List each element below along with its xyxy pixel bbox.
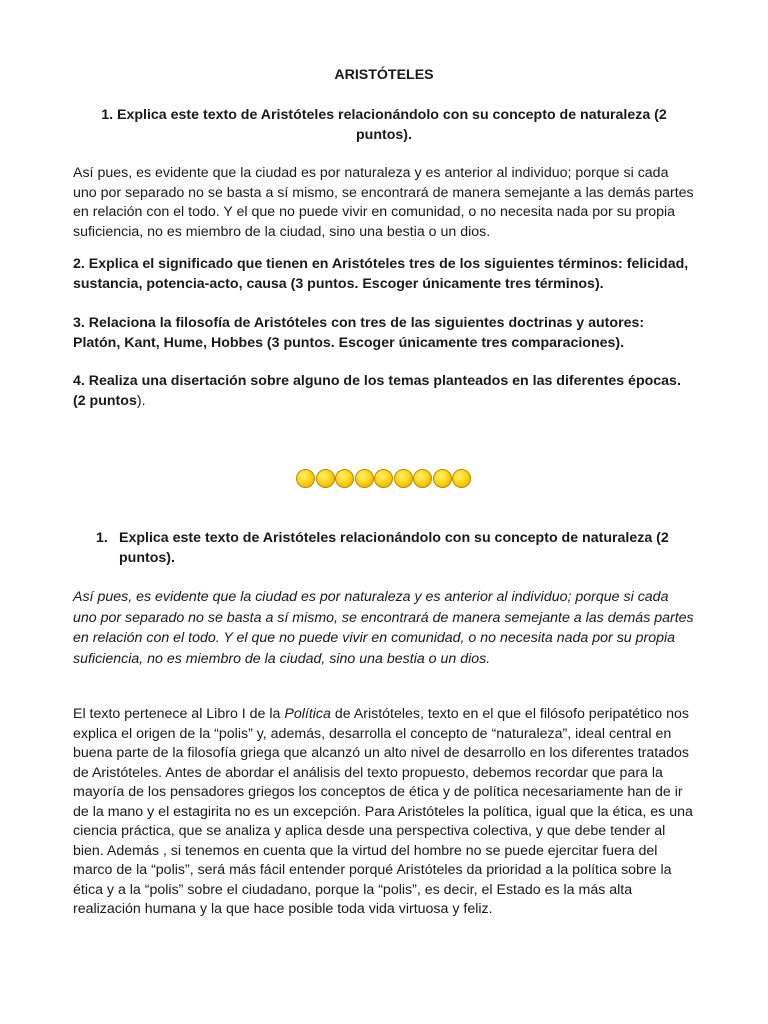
yellow-circle-icon <box>316 469 335 488</box>
yellow-circle-icon <box>413 469 432 488</box>
yellow-circles-separator <box>296 469 472 489</box>
question-4-text: 4. Realiza una disertación sobre alguno de los temas planteados en las diferentes épocas. (2 puntos <box>73 373 681 409</box>
answer-part-2: de Aristóteles, texto en el que el filósofo peripatético nos explica el origen de la “polis” y, además, desarrolla el concepto de “naturaleza”, ideal central en buena parte de la filosofía griega que alcanzó un alto nivel de desarrollo en los diferentes tratados de Aristóteles. Antes de abordar el análisis del texto propuesto, debemos recordar que para la mayoría de los pensadores griegos los conceptos de ética y de política necesariamente han de ir de la mano y el estagirita no es un excepción. Para Aristóteles la política, igual que la ética, es una ciencia práctica, que se analiza y aplica desde una perspectiva colectiva, y que debe tender al bien. Además , si tenemos en cuenta que la virtud del hombre no se puede ejercitar fuera del marco de la “polis”, será más fácil entender porqué Aristóteles da prioridad a la política sobre la ética y a la “polis” sobre el ciudadano, porque la “polis”, es decir, el Estado es la más alta realización humana y la que hace posible toda vida virtuosa y feliz. <box>73 706 693 917</box>
quote-text: Así pues, es evidente que la ciudad es por naturaleza y es anterior al individuo; porque si cada uno por separado no se basta a sí mismo, se encontrará de manera semejante a las demás partes en relación con el todo. Y el que no puede vivir en comunidad, o no necesita nada por su propia suficiencia, no es miembro de la ciudad, sino una bestia o un dios. <box>73 165 694 240</box>
answer-paragraph <box>73 705 695 920</box>
quote-text-italic: Así pues, es evidente que la ciudad es por naturaleza y es anterior al individuo; porque si cada uno por separado no se basta a sí mismo, se encontrará de manera semejante a las demás partes en relación con el todo. Y el que no puede vivir en comunidad, o no necesita nada por su propia suficiencia, no es miembro de la ciudad, sino una bestia o un dios. <box>73 589 694 667</box>
question-2: 2. Explica el significado que tienen en Aristóteles tres de los siguientes términos: felicidad, sustancia, potencia-acto, causa (3 puntos. Escoger únicamente tres términos). <box>73 256 689 292</box>
question-1-repeat <box>96 529 696 568</box>
answer-italic-title: Política <box>284 706 331 722</box>
yellow-circle-icon <box>433 469 452 488</box>
question-1-heading <box>73 106 695 145</box>
question-4 <box>73 372 695 411</box>
yellow-circle-icon <box>296 469 315 488</box>
yellow-circle-icon <box>374 469 393 488</box>
question-4-tail: ). <box>136 392 146 409</box>
yellow-circle-icon <box>335 469 354 488</box>
yellow-circle-icon <box>355 469 374 488</box>
document-title: ARISTÓTELES <box>334 67 434 83</box>
yellow-circle-icon <box>452 469 471 488</box>
question-1-repeat-number: 1. <box>96 530 108 546</box>
answer-part-1: El texto pertenece al Libro I de la <box>73 706 285 722</box>
question-1-repeat-text: Explica este texto de Aristóteles relacionándolo con su concepto de naturaleza (2 puntos). <box>119 530 669 566</box>
yellow-circle-icon <box>394 469 413 488</box>
question-3: 3. Relaciona la filosofía de Aristóteles con tres de las siguientes doctrinas y autores: Platón, Kant, Hume, Hobbes (3 puntos. Escoger únicamente tres comparaciones). <box>73 315 645 351</box>
question-1-number: 1. <box>101 107 114 123</box>
question-1-text: Explica este texto de Aristóteles relacionándolo con su concepto de naturaleza (2 puntos). <box>117 107 667 143</box>
